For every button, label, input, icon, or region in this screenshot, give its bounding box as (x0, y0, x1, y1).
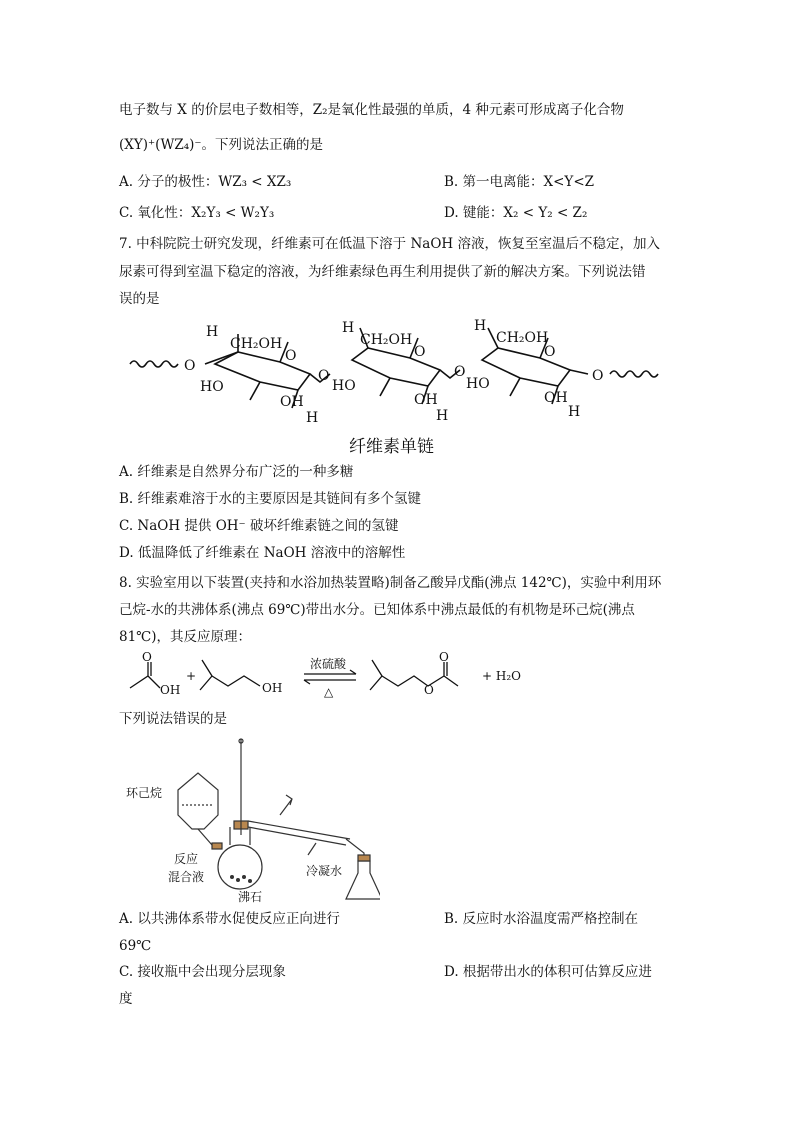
ester-o: O (424, 683, 434, 697)
coolant-in-pipe (308, 843, 316, 855)
q7-stem-line3: 误的是 (119, 291, 160, 307)
ester-carbonyl-o: O (439, 650, 449, 664)
isoamyl-alcohol-skeleton (200, 660, 260, 690)
ring1-ho: HO (200, 379, 224, 395)
acid-oh: OH (160, 683, 181, 697)
ring3-ho: HO (466, 376, 490, 392)
ring1-ch2oh: CH₂OH (230, 336, 283, 352)
q8-option-b: B. 反应时水浴温度需严格控制在 (444, 911, 639, 927)
wavy-bond-left (130, 361, 178, 367)
acetic-acid-skeleton (130, 662, 160, 688)
q6-option-b: B. 第一电离能：X<Y<Z (444, 174, 595, 190)
funnel-stem (198, 829, 212, 845)
ring1-oh: OH (280, 394, 304, 410)
q7-option-d: D. 低温降低了纤维素在 NaOH 溶液中的溶解性 (119, 545, 406, 561)
q7-option-c: C. NaOH 提供 OH⁻ 破坏纤维素链之间的氢键 (119, 518, 399, 534)
ring1-h-top: H (206, 324, 219, 340)
bridge-o-right: O (592, 368, 604, 384)
water-product: + H₂O (482, 669, 521, 683)
q8-stem-line3: 81℃)，其反应原理： (119, 629, 252, 645)
alcohol-oh: OH (262, 681, 283, 695)
ring3-oh: OH (544, 390, 568, 406)
round-flask (218, 845, 262, 889)
figure-caption: 纤维素单链 (349, 437, 434, 457)
ring1-o: O (285, 348, 297, 364)
boiling-chips-dots (230, 875, 252, 883)
q8-option-d-cont: 度 (119, 991, 133, 1007)
ring3-o: O (544, 344, 556, 360)
label-boiling-chips: 沸石 (238, 890, 263, 904)
equilibrium-arrows (304, 670, 356, 684)
q8-option-d: D. 根据带出水的体积可估算反应进 (444, 964, 652, 980)
q6-stem-line1: 电子数与 X 的价层电子数相等，Z₂是氧化性最强的单质，4 种元素可形成离子化合物 (119, 102, 624, 118)
ring3-h-top: H (474, 318, 487, 334)
bridge-o-2: O (454, 364, 466, 380)
receiver-flask (346, 861, 380, 899)
wavy-bond-right (610, 371, 658, 377)
bridge-o-1: O (318, 368, 330, 384)
label-mixture-2: 混合液 (168, 870, 205, 884)
ring2-h-bottom: H (436, 408, 449, 424)
dropping-funnel (178, 773, 218, 829)
ring2-ho: HO (332, 378, 356, 394)
heat-label: △ (324, 685, 334, 699)
ring3-h-bottom: H (568, 404, 581, 420)
catalyst-label: 浓硫酸 (310, 657, 347, 671)
acid-carbonyl-o: O (142, 650, 152, 664)
q8-option-c: C. 接收瓶中会出现分层现象 (119, 964, 286, 980)
q7-stem-line2: 尿素可得到室温下稳定的溶液，为纤维素绿色再生利用提供了新的解决方案。下列说法错 (119, 264, 646, 280)
q8-option-a: A. 以共沸体系带水促使反应正向进行 (119, 911, 340, 927)
q6-option-c: C. 氧化性：X₂Y₃ < W₂Y₃ (119, 205, 275, 221)
q6-stem-line2: (XY)⁺(WZ₄)⁻。下列说法正确的是 (119, 137, 324, 153)
ring3-ch2oh: CH₂OH (496, 330, 549, 346)
q6-option-a: A. 分子的极性：WZ₃ < XZ₃ (119, 174, 292, 190)
q8-stem-line1: 8. 实验室用以下装置(夹持和水浴加热装置略)制备乙酸异戊酯(沸点 142℃)，实验中利用环 (119, 575, 662, 591)
coolant-out-arrow (280, 795, 292, 815)
reaction-scheme (120, 650, 540, 702)
q6-option-d: D. 键能：X₂ < Y₂ < Z₂ (444, 205, 588, 221)
q7-option-b: B. 纤维素难溶于水的主要原因是其链间有多个氢键 (119, 491, 422, 507)
q8-stem-line2: 己烷-水的共沸体系(沸点 69℃)带出水分。已知体系中沸点最低的有机物是环己烷(沸点 (119, 602, 635, 618)
ester-skeleton (370, 660, 458, 690)
q8-option-a-cont: 69℃ (119, 938, 152, 954)
cellulose-chain-figure (120, 312, 680, 432)
label-cyclohexane: 环己烷 (126, 786, 163, 800)
q7-stem-line1: 7. 中科院院士研究发现，纤维素可在低温下溶于 NaOH 溶液，恢复至室温后不稳定，加入 (119, 236, 660, 252)
ring2-o: O (414, 344, 426, 360)
plus-sign: + (186, 669, 197, 683)
ring2-h-top: H (342, 320, 355, 336)
funnel-stopper (212, 843, 222, 849)
q7-option-a: A. 纤维素是自然界分布广泛的一种多糖 (119, 464, 354, 480)
ring2-oh: OH (414, 392, 438, 408)
condenser (248, 821, 350, 845)
q8-question: 下列说法错误的是 (119, 711, 227, 727)
label-mixture-1: 反应 (174, 852, 199, 866)
label-coolant: 冷凝水 (306, 864, 343, 878)
bridge-o-left: O (184, 358, 196, 374)
ring2-ch2oh: CH₂OH (360, 332, 413, 348)
distillation-apparatus (120, 735, 380, 905)
ring1-h-bottom: H (306, 410, 319, 426)
